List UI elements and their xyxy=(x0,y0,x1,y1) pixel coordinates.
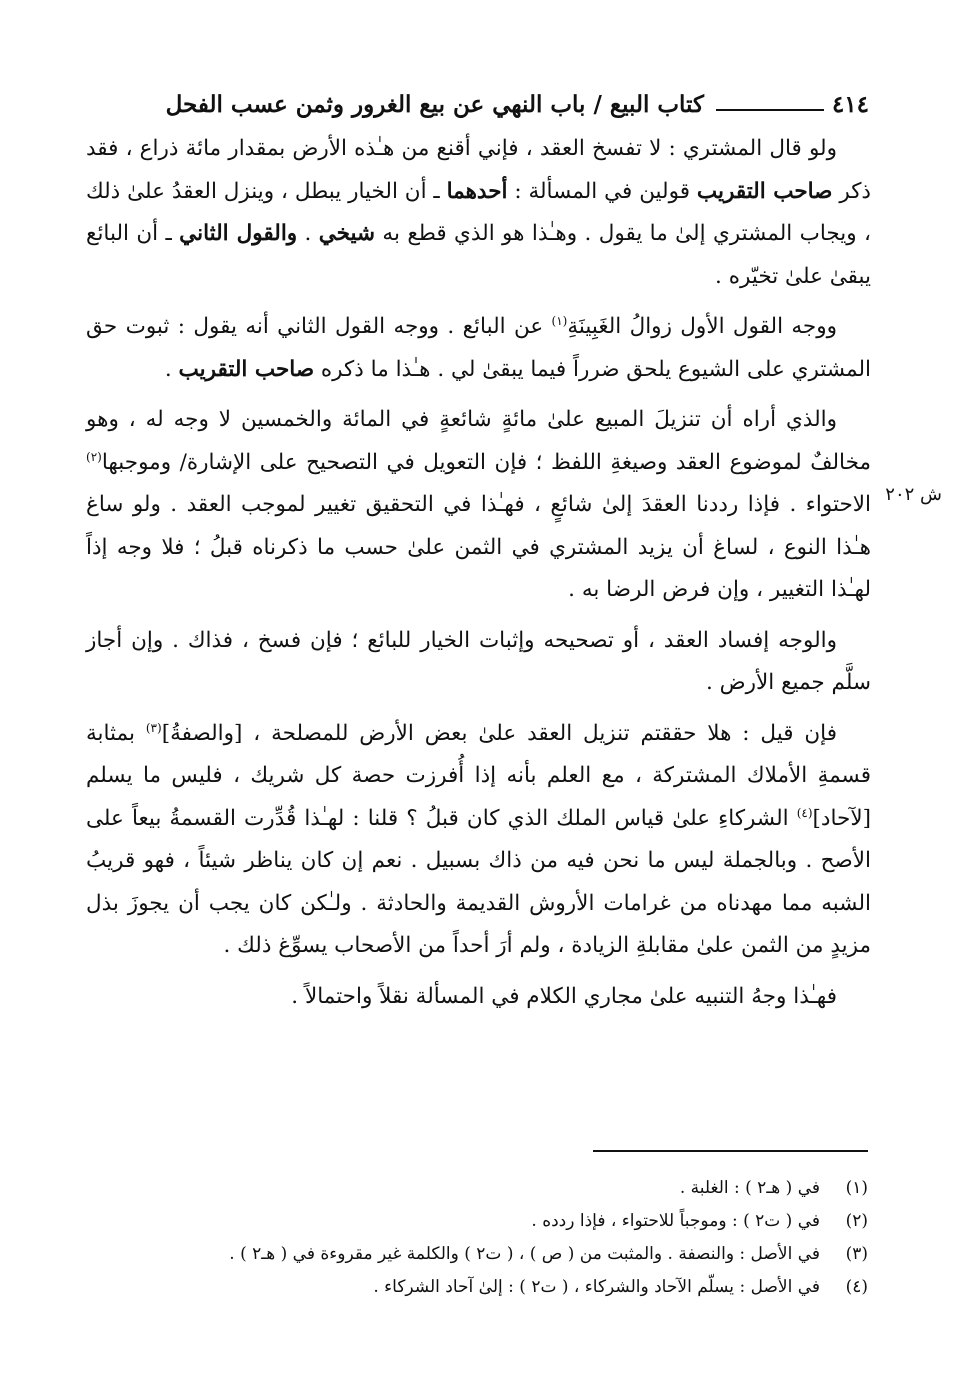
text-run: الاحتواء . فإذا رددنا العقدَ إلىٰ شائعٍ ، فهـٰذا في التحقيق تغيير لموجب العقد . ولو ساغ هـٰذا النوع ، لساغ أن يزيد المشتري في الثمن علىٰ حسب ما ذكرناه قبلُ ؛ فلا وجه إذاً لهـٰذا التغيير ، وإن فرض الرضا به . xyxy=(86,492,871,602)
header-rule xyxy=(716,109,824,111)
text-run: . xyxy=(297,221,319,246)
header-title: كتاب البيع / باب النهي عن بيع الغرور وثمن عسب الفحل xyxy=(165,90,704,118)
text-run: فإن قيل : هلا حققتم تنزيل العقد علىٰ بعض الأرض للمصلحة ، [والصفةُ] xyxy=(161,720,837,746)
footnote-text: في ( ت٢ ) : وموجباً للاحتواء ، فإذا ردده . xyxy=(531,1211,820,1231)
bold-term: والقول الثاني xyxy=(179,221,298,246)
text-run: ولو قال المشتري : لا تفسخ العقد ، فإني أقنع من هـٰذه الأرض بمقدار مائة ذراع ، فقد ذكر xyxy=(86,136,872,204)
text-run: . xyxy=(164,356,179,382)
text-run: قولين في المسألة : xyxy=(507,178,697,204)
footnote-3 xyxy=(100,1238,868,1271)
paragraph-3 xyxy=(86,399,871,612)
bold-term: أحدهما xyxy=(446,178,508,204)
footnotes xyxy=(100,1172,868,1304)
footnote-ref: (٢) xyxy=(86,449,102,464)
text-run: والذي أراه أن تنزيلَ المبيع علىٰ مائةٍ شائعةٍ في المائة والخمسين لا وجه له ، وهو مخالفٌ لموضوع العقد وصيغةِ اللفظ ؛ فإن التعويل في التصحيح على الإشارة/ وموجبها xyxy=(86,407,871,475)
footnote-text: في الأصل : والنصفة . والمثبت من ( ص ) ، ( ت٢ ) والكلمة غير مقروءة في ( هـ٢ ) . xyxy=(229,1244,820,1264)
footnote-text: في ( هـ٢ ) : الغلبة . xyxy=(679,1178,820,1198)
footnote-ref: (٣) xyxy=(145,720,162,735)
footnote-number: (١) xyxy=(845,1178,868,1198)
text-run: عن البائع . ووجه القول الثاني أنه يقول : ثبوت حق المشتري على الشيوع يلحق ضرراً فيما يبقىٰ لي . هـٰذا ما ذكره xyxy=(86,314,871,382)
footnote-separator xyxy=(593,1150,868,1152)
running-header xyxy=(92,84,869,124)
footnote-4 xyxy=(100,1271,868,1304)
text-run: ـ أن الخيار يبطل ، وينزل العقدُ علىٰ ذلك ، ويجاب المشتري إلىٰ ما يقول . وهـٰذا هو الذي قطع به xyxy=(86,178,871,246)
footnote-number: (٤) xyxy=(845,1277,868,1297)
paragraph-1 xyxy=(86,128,871,298)
page-number: ٤١٤ xyxy=(831,90,869,118)
footnote-number: (٣) xyxy=(845,1244,868,1264)
paragraph-2 xyxy=(86,306,871,391)
footnote-text: في الأصل : يسلّم الآحاد والشركاء ، ( ت٢ ) : إلىٰ آحاد الشركاء . xyxy=(373,1277,820,1297)
bold-term: صاحب التقريب xyxy=(696,178,833,204)
text-run: ـ أن البائع يبقىٰ علىٰ تخيّره . xyxy=(86,221,871,289)
text-run: الشركاءِ علىٰ قياس الملك الذي كان قبلُ ؟ قلنا : لهـٰذا قُدِّرت القسمةُ بيعاً على الأصح . وبالجملة ليس ما نحن فيه من ذاك بسبيل . نعم إن كان يناظر شيئاً ، فهو قريبُ الشبه مما مهدناه من غرامات الأروش القديمة والحادثة . ولـٰكن كان يجب أن يجوزَ بذل مزيدٍ من الثمن علىٰ مقابلةِ الزيادة ، ولم أرَ أحداً من الأصحاب يسوِّغ ذلك . xyxy=(86,805,871,958)
footnote-number: (٢) xyxy=(845,1211,868,1231)
paragraph-6: فهـٰذا وجهُ التنبيه علىٰ مجاري الكلام في المسألة نقلاً واحتمالاً . xyxy=(291,983,837,1009)
margin-folio-note: ش ٢٠٢ xyxy=(885,484,942,505)
paragraph-4: والوجه إفساد العقد ، أو تصحيحه وإثبات الخيار للبائع ؛ فإن فسخ ، فذاك . وإن أجاز سلَّم جميع الأرض . xyxy=(86,627,871,695)
bold-term: شيخي xyxy=(318,221,376,246)
bold-term: صاحب التقريب xyxy=(178,356,315,382)
footnote-1 xyxy=(100,1172,868,1205)
footnote-2 xyxy=(100,1205,868,1238)
footnote-ref: (١) xyxy=(551,313,568,328)
paragraph-5 xyxy=(86,713,871,968)
text-run: ووجه القول الأول زوالُ الغَبِينَةِ xyxy=(567,314,837,339)
footnote-ref: (٤) xyxy=(796,805,813,820)
main-text xyxy=(86,128,871,1026)
text-run: بمثابة قسمةِ الأملاك المشتركة ، مع العلم بأنه إذا أُفرزت حصة كل شريك ، فليس ما يسلم [لآحاد] xyxy=(86,720,871,831)
